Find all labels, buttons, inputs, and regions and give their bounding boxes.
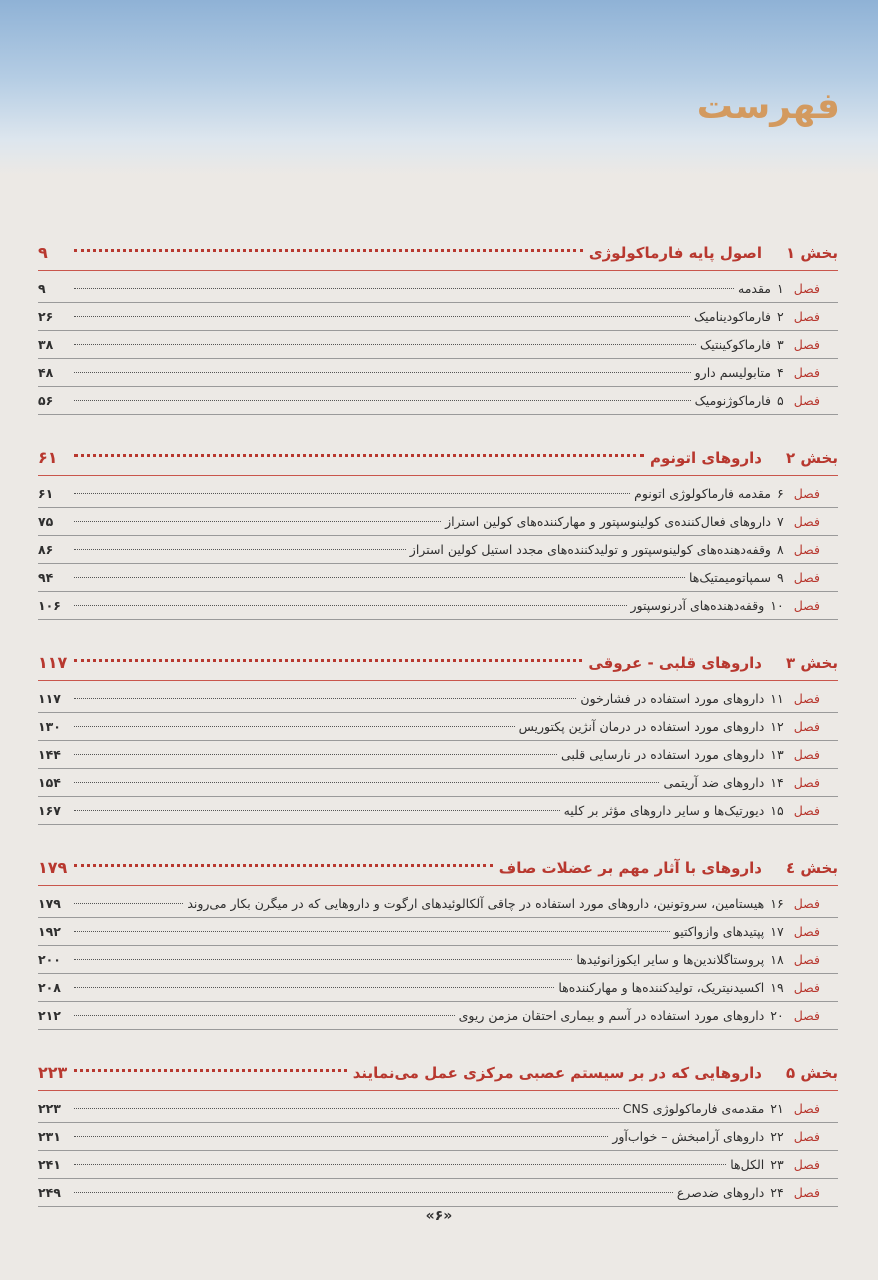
section-page: ۱۱۷ <box>38 653 68 672</box>
chapter-leader-dots <box>74 1015 455 1016</box>
chapter-page: ۱۶۷ <box>38 803 61 818</box>
chapter-title: داروهای مورد استفاده در نارسایی قلبی <box>560 747 765 762</box>
section-label: بخش ۳ <box>785 654 838 672</box>
section-heading <box>38 851 838 885</box>
chapter-row <box>38 741 838 768</box>
chapter-row <box>38 1095 838 1122</box>
chapter-row <box>38 592 838 619</box>
chapter-number: ۱ <box>776 281 784 296</box>
chapter-number: ۲۰ <box>770 1008 784 1023</box>
section-page: ۱۷۹ <box>38 858 68 877</box>
chapter-leader-dots <box>74 698 576 699</box>
chapter-row <box>38 713 838 740</box>
chapter-title: فارماکوکینتیک <box>700 337 771 352</box>
chapter-row <box>38 1151 838 1178</box>
chapter-number: ۱۶ <box>770 896 784 911</box>
chapter-row <box>38 974 838 1001</box>
chapter-row <box>38 946 838 973</box>
toc-section <box>38 441 838 620</box>
chapter-page: ۹ <box>38 281 46 296</box>
chapter-number: ۶ <box>776 486 784 501</box>
chapter-page: ۱۰۶ <box>38 598 61 613</box>
page-number: «۶» <box>425 1208 453 1224</box>
chapter-title: مقدمه <box>738 281 771 296</box>
chapter-number: ۲۱ <box>770 1101 784 1116</box>
chapter-rule <box>38 619 838 620</box>
section-heading <box>38 646 838 680</box>
chapter-word: فصل <box>793 365 820 380</box>
section-label: بخش ۲ <box>785 449 838 467</box>
chapter-number: ۱۱ <box>770 691 784 706</box>
section-page: ۹ <box>38 243 48 262</box>
chapter-title: وقفه‌دهنده‌های کولینوسپتور و تولیدکننده‌های مجدد استیل کولین استراز <box>409 542 771 557</box>
chapter-row <box>38 890 838 917</box>
section-leader-dots <box>74 659 582 662</box>
chapter-leader-dots <box>74 959 572 960</box>
chapter-page: ۱۷۹ <box>38 896 61 911</box>
chapter-leader-dots <box>74 549 406 550</box>
chapter-page: ۷۵ <box>38 514 54 529</box>
chapter-title: مقدمه فارماکولوژی اتونوم <box>634 486 771 501</box>
chapter-leader-dots <box>74 316 690 317</box>
chapter-page: ۸۶ <box>38 542 54 557</box>
section-title: داروهای قلبی - عروقی <box>588 654 762 672</box>
chapter-title: متابولیسم دارو <box>694 365 771 380</box>
chapter-number: ۱۴ <box>770 775 784 790</box>
chapter-row <box>38 797 838 824</box>
chapter-title: فارماکودینامیک <box>693 309 771 324</box>
chapter-leader-dots <box>74 400 691 401</box>
chapter-word: فصل <box>793 486 820 501</box>
chapter-page: ۲۶ <box>38 309 54 324</box>
chapter-page: ۱۱۷ <box>38 691 61 706</box>
chapter-word: فصل <box>793 570 820 585</box>
chapter-word: فصل <box>793 775 820 790</box>
chapter-leader-dots <box>74 521 441 522</box>
section-title: داروهای با آثار مهم بر عضلات صاف <box>498 859 762 877</box>
chapter-word: فصل <box>793 281 820 296</box>
chapter-word: فصل <box>793 1101 820 1116</box>
chapter-leader-dots <box>74 726 515 727</box>
chapter-row <box>38 275 838 302</box>
chapter-rule <box>38 1206 838 1207</box>
chapter-leader-dots <box>74 931 670 932</box>
chapter-number: ۳ <box>776 337 784 352</box>
chapter-number: ۴ <box>776 365 784 380</box>
section-leader-dots <box>74 864 493 867</box>
chapter-leader-dots <box>74 344 696 345</box>
chapter-word: فصل <box>793 542 820 557</box>
chapter-word: فصل <box>793 514 820 529</box>
chapter-title: دیورتیک‌ها و سایر داروهای مؤثر بر کلیه <box>563 803 765 818</box>
chapter-word: فصل <box>793 980 820 995</box>
chapter-row <box>38 1123 838 1150</box>
chapter-page: ۲۳۱ <box>38 1129 61 1144</box>
chapter-title: پپتیدهای وازواکتیو <box>673 924 765 939</box>
chapter-number: ۱۸ <box>770 952 784 967</box>
toc-section <box>38 236 838 415</box>
chapter-row <box>38 303 838 330</box>
chapter-page: ۲۲۳ <box>38 1101 61 1116</box>
chapter-page: ۳۸ <box>38 337 54 352</box>
page-title: فهرست <box>696 86 840 127</box>
chapter-number: ۱۹ <box>770 980 784 995</box>
chapter-number: ۷ <box>776 514 784 529</box>
section-title: اصول پایه فارماکولوژی <box>588 244 762 262</box>
chapter-row <box>38 387 838 414</box>
chapter-rule <box>38 824 838 825</box>
chapter-title: داروهای مورد استفاده در درمان آنژین پکتوریس <box>518 719 765 734</box>
section-rule <box>38 1090 838 1091</box>
chapter-page: ۹۴ <box>38 570 54 585</box>
chapter-title: اکسیدنیتریک، تولیدکننده‌ها و مهارکننده‌ها <box>558 980 765 995</box>
chapter-word: فصل <box>793 747 820 762</box>
chapter-word: فصل <box>793 393 820 408</box>
chapter-title: داروهای ضد آریتمی <box>663 775 765 790</box>
chapter-title: داروهای ضدصرع <box>676 1185 765 1200</box>
chapter-row <box>38 1002 838 1029</box>
chapter-page: ۱۳۰ <box>38 719 61 734</box>
section-page: ۶۱ <box>38 448 58 467</box>
chapter-word: فصل <box>793 1157 820 1172</box>
chapter-number: ۹ <box>776 570 784 585</box>
chapter-number: ۲۲ <box>770 1129 784 1144</box>
section-title: داروهای اتونوم <box>649 449 762 467</box>
chapter-row <box>38 918 838 945</box>
chapter-row <box>38 331 838 358</box>
chapter-title: هیستامین، سروتونین، داروهای مورد استفاده در چاقی آلکالوئیدهای ارگوت و داروهایی که در میگرن بکار می‌روند <box>187 896 765 911</box>
chapter-title: سمپاتومیمتیک‌ها <box>688 570 771 585</box>
chapter-page: ۲۴۱ <box>38 1157 61 1172</box>
section-rule <box>38 475 838 476</box>
chapter-row <box>38 508 838 535</box>
chapter-page: ۲۱۲ <box>38 1008 61 1023</box>
chapter-word: فصل <box>793 952 820 967</box>
chapter-title: الکل‌ها <box>730 1157 765 1172</box>
chapter-number: ۲ <box>776 309 784 324</box>
section-leader-dots <box>74 249 583 252</box>
chapter-title: مقدمه‌ی فارماکولوژی CNS <box>622 1101 765 1116</box>
chapter-title: داروهای فعال‌کننده‌ی کولینوسپتور و مهارکننده‌های کولین استراز <box>445 514 771 529</box>
chapter-page: ۱۴۴ <box>38 747 61 762</box>
section-rule <box>38 270 838 271</box>
toc-section <box>38 1056 838 1207</box>
chapter-row <box>38 564 838 591</box>
section-rule <box>38 885 838 886</box>
chapter-word: فصل <box>793 598 820 613</box>
table-of-contents <box>38 236 838 1233</box>
chapter-word: فصل <box>793 691 820 706</box>
chapter-word: فصل <box>793 924 820 939</box>
chapter-row <box>38 359 838 386</box>
section-heading <box>38 236 838 270</box>
chapter-word: فصل <box>793 719 820 734</box>
chapter-page: ۶۱ <box>38 486 54 501</box>
section-leader-dots <box>74 1069 347 1072</box>
chapter-page: ۱۹۲ <box>38 924 61 939</box>
chapter-page: ۵۶ <box>38 393 54 408</box>
chapter-leader-dots <box>74 782 659 783</box>
chapter-number: ۸ <box>776 542 784 557</box>
chapter-row <box>38 480 838 507</box>
chapter-word: فصل <box>793 1129 820 1144</box>
chapter-row <box>38 685 838 712</box>
chapter-number: ۱۷ <box>770 924 784 939</box>
chapter-number: ۱۰ <box>770 598 784 613</box>
chapter-number: ۵ <box>776 393 784 408</box>
chapter-word: فصل <box>793 803 820 818</box>
chapter-leader-dots <box>74 1164 726 1165</box>
chapter-title: فارماکوژنومیک <box>694 393 771 408</box>
chapter-leader-dots <box>74 903 183 904</box>
chapter-leader-dots <box>74 493 630 494</box>
toc-section <box>38 851 838 1030</box>
chapter-title: پروستاگلاندین‌ها و سایر ایکوزانوئیدها <box>576 952 765 967</box>
chapter-leader-dots <box>74 1136 608 1137</box>
chapter-leader-dots <box>74 577 685 578</box>
chapter-word: فصل <box>793 309 820 324</box>
chapter-leader-dots <box>74 810 560 811</box>
chapter-number: ۱۵ <box>770 803 784 818</box>
section-page: ۲۲۳ <box>38 1063 68 1082</box>
chapter-title: داروهای مورد استفاده در آسم و بیماری احتقان مزمن ریوی <box>458 1008 765 1023</box>
chapter-number: ۱۳ <box>770 747 784 762</box>
section-heading <box>38 441 838 475</box>
section-heading <box>38 1056 838 1090</box>
chapter-leader-dots <box>74 372 691 373</box>
chapter-number: ۱۲ <box>770 719 784 734</box>
chapter-rule <box>38 1029 838 1030</box>
chapter-leader-dots <box>74 754 557 755</box>
chapter-page: ۲۰۸ <box>38 980 61 995</box>
chapter-number: ۲۴ <box>770 1185 784 1200</box>
chapter-leader-dots <box>74 1192 673 1193</box>
chapter-leader-dots <box>74 288 734 289</box>
chapter-row <box>38 1179 838 1206</box>
section-label: بخش ۵ <box>785 1064 838 1082</box>
section-rule <box>38 680 838 681</box>
chapter-leader-dots <box>74 605 627 606</box>
chapter-word: فصل <box>793 1185 820 1200</box>
section-title: داروهایی که در بر سیستم عصبی مرکزی عمل می‌نمایند <box>352 1064 762 1082</box>
chapter-row <box>38 536 838 563</box>
chapter-title: داروهای آرامبخش – خواب‌آور <box>612 1129 765 1144</box>
chapter-word: فصل <box>793 896 820 911</box>
chapter-page: ۲۴۹ <box>38 1185 61 1200</box>
chapter-page: ۱۵۴ <box>38 775 61 790</box>
section-leader-dots <box>74 454 644 457</box>
chapter-number: ۲۳ <box>770 1157 784 1172</box>
section-label: بخش ۱ <box>785 244 838 262</box>
chapter-leader-dots <box>74 1108 619 1109</box>
chapter-leader-dots <box>74 987 554 988</box>
chapter-word: فصل <box>793 1008 820 1023</box>
chapter-page: ۲۰۰ <box>38 952 61 967</box>
section-label: بخش ٤ <box>785 859 838 877</box>
chapter-title: وقفه‌دهنده‌های آدرنوسپتور <box>630 598 765 613</box>
toc-section <box>38 646 838 825</box>
chapter-word: فصل <box>793 337 820 352</box>
chapter-row <box>38 769 838 796</box>
chapter-page: ۴۸ <box>38 365 54 380</box>
chapter-title: داروهای مورد استفاده در فشارخون <box>580 691 765 706</box>
chapter-rule <box>38 414 838 415</box>
